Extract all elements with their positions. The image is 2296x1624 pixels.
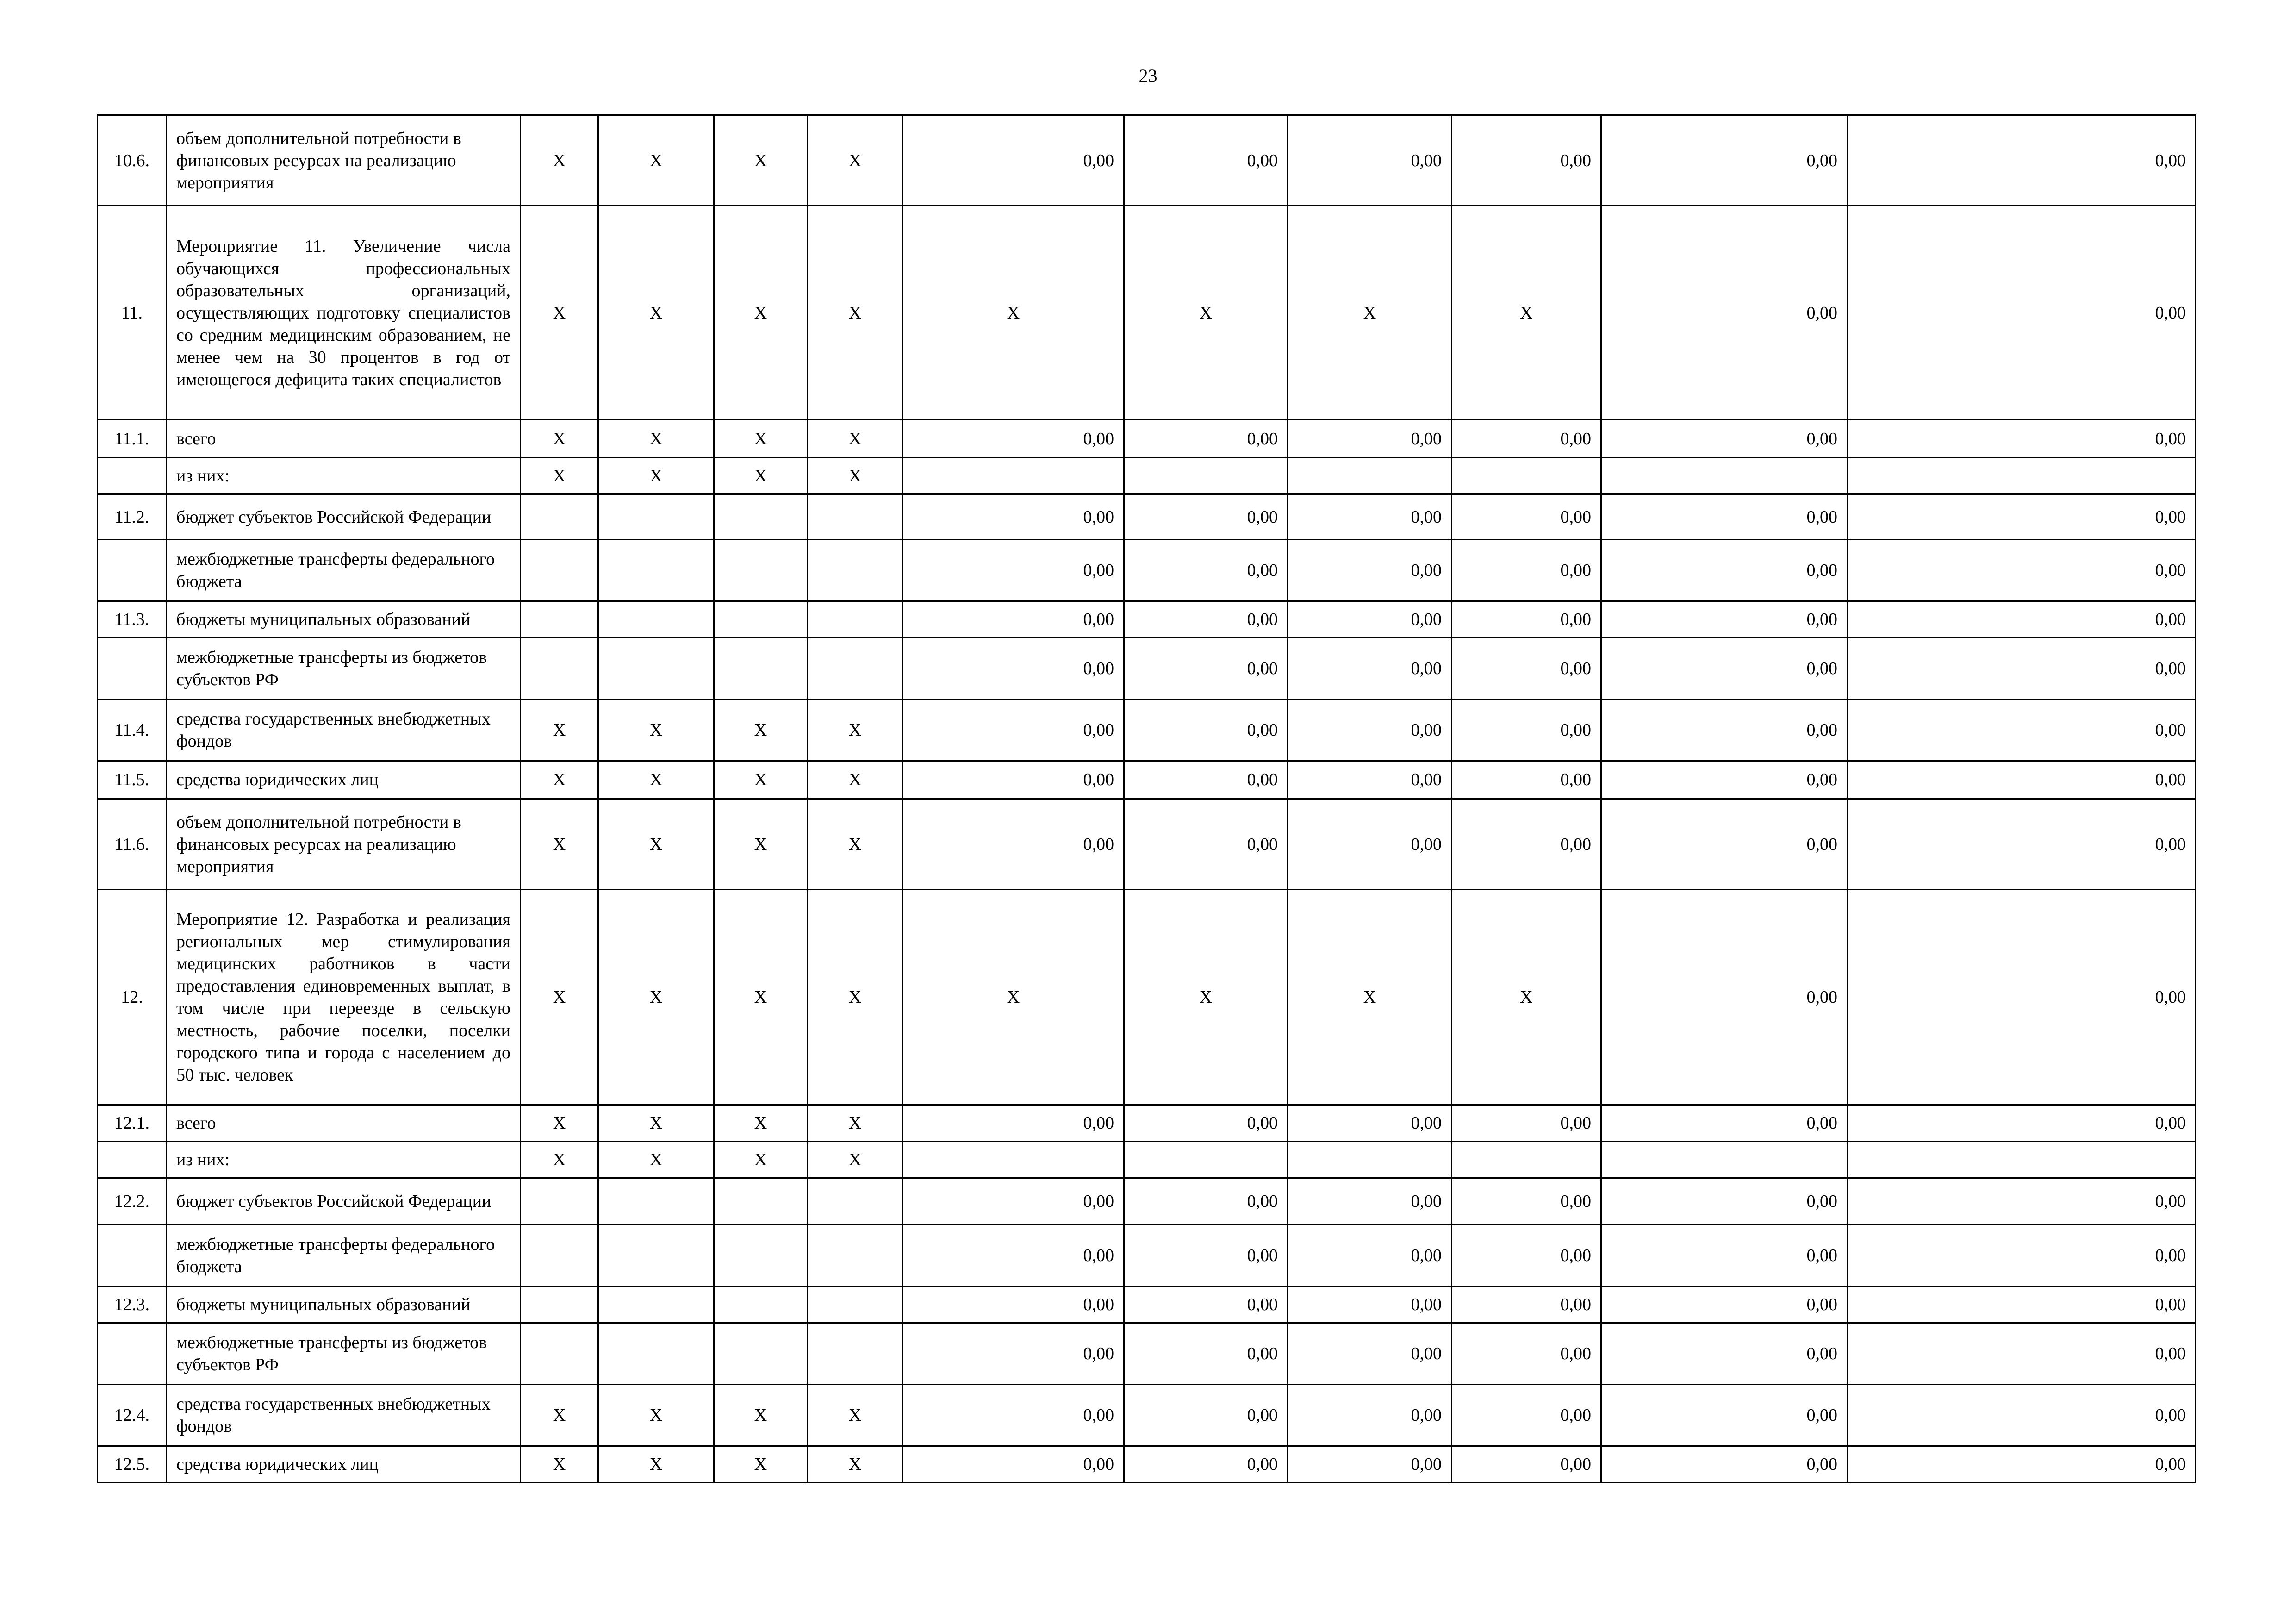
x-cell: X bbox=[598, 1446, 714, 1483]
x-cell: X bbox=[808, 1142, 903, 1178]
value-cell: 0,00 bbox=[1601, 638, 1848, 700]
row-label: межбюджетные трансферты из бюджетов субъектов РФ bbox=[167, 638, 521, 700]
value-cell: 0,00 bbox=[1124, 115, 1288, 206]
row-number: 11.2. bbox=[98, 494, 167, 540]
x-cell: X bbox=[714, 206, 808, 420]
value-cell: 0,00 bbox=[903, 601, 1124, 638]
x-cell: X bbox=[598, 115, 714, 206]
row-label: бюджеты муниципальных образований bbox=[167, 601, 521, 638]
value-cell: 0,00 bbox=[1452, 1178, 1601, 1225]
row-number: 11.3. bbox=[98, 601, 167, 638]
value-cell bbox=[1288, 458, 1452, 494]
x-cell: X bbox=[808, 1385, 903, 1446]
row-number: 12.3. bbox=[98, 1287, 167, 1323]
value-cell: 0,00 bbox=[1288, 540, 1452, 601]
x-cell: X bbox=[808, 458, 903, 494]
value-cell: 0,00 bbox=[1848, 1385, 2196, 1446]
x-cell bbox=[808, 1225, 903, 1287]
value-cell bbox=[1848, 458, 2196, 494]
value-cell: 0,00 bbox=[1601, 1225, 1848, 1287]
value-cell: 0,00 bbox=[1452, 799, 1601, 890]
row-number bbox=[98, 458, 167, 494]
x-cell bbox=[521, 1178, 598, 1225]
table-row bbox=[98, 1225, 2196, 1287]
x-cell: X bbox=[521, 1446, 598, 1483]
x-cell: X bbox=[521, 1385, 598, 1446]
row-number: 10.6. bbox=[98, 115, 167, 206]
x-cell: X bbox=[808, 206, 903, 420]
value-cell: 0,00 bbox=[1848, 494, 2196, 540]
x-cell bbox=[714, 540, 808, 601]
value-cell: 0,00 bbox=[1601, 1287, 1848, 1323]
value-cell: 0,00 bbox=[1124, 420, 1288, 458]
value-cell: 0,00 bbox=[1124, 638, 1288, 700]
x-cell bbox=[521, 1287, 598, 1323]
value-cell: 0,00 bbox=[1452, 540, 1601, 601]
x-cell: X bbox=[598, 890, 714, 1105]
x-cell: X bbox=[521, 761, 598, 799]
table-row bbox=[98, 1105, 2196, 1142]
x-cell: X bbox=[714, 890, 808, 1105]
table-row bbox=[98, 890, 2196, 1105]
table-row bbox=[98, 799, 2196, 890]
row-label: из них: bbox=[167, 458, 521, 494]
x-cell bbox=[598, 1323, 714, 1385]
row-number bbox=[98, 540, 167, 601]
row-number: 11.6. bbox=[98, 799, 167, 890]
x-cell bbox=[714, 1225, 808, 1287]
x-cell bbox=[714, 638, 808, 700]
table-row bbox=[98, 1287, 2196, 1323]
row-label: средства государственных внебюджетных фондов bbox=[167, 700, 521, 761]
x-cell bbox=[808, 494, 903, 540]
x-cell: X bbox=[808, 420, 903, 458]
value-cell: 0,00 bbox=[903, 494, 1124, 540]
financing-table bbox=[97, 114, 2196, 1483]
row-label: бюджет субъектов Российской Федерации bbox=[167, 494, 521, 540]
value-cell: X bbox=[1124, 890, 1288, 1105]
value-cell: 0,00 bbox=[1848, 890, 2196, 1105]
value-cell bbox=[1124, 458, 1288, 494]
value-cell bbox=[1452, 1142, 1601, 1178]
value-cell: 0,00 bbox=[903, 1105, 1124, 1142]
value-cell: 0,00 bbox=[1848, 206, 2196, 420]
value-cell: 0,00 bbox=[903, 638, 1124, 700]
value-cell: 0,00 bbox=[1848, 1446, 2196, 1483]
x-cell: X bbox=[521, 206, 598, 420]
x-cell bbox=[598, 540, 714, 601]
row-number: 11.4. bbox=[98, 700, 167, 761]
value-cell: 0,00 bbox=[1452, 601, 1601, 638]
value-cell: 0,00 bbox=[1601, 1178, 1848, 1225]
table-row bbox=[98, 1446, 2196, 1483]
x-cell: X bbox=[808, 799, 903, 890]
x-cell bbox=[714, 601, 808, 638]
x-cell bbox=[521, 638, 598, 700]
value-cell: 0,00 bbox=[1601, 1385, 1848, 1446]
row-number: 11. bbox=[98, 206, 167, 420]
value-cell: 0,00 bbox=[1601, 494, 1848, 540]
value-cell: 0,00 bbox=[1124, 1178, 1288, 1225]
value-cell: 0,00 bbox=[1601, 115, 1848, 206]
value-cell: 0,00 bbox=[1124, 1225, 1288, 1287]
row-label: средства юридических лиц bbox=[167, 761, 521, 799]
row-label: межбюджетные трансферты федерального бюджета bbox=[167, 540, 521, 601]
x-cell: X bbox=[598, 420, 714, 458]
table-row bbox=[98, 540, 2196, 601]
value-cell: 0,00 bbox=[1288, 1225, 1452, 1287]
value-cell: 0,00 bbox=[1124, 700, 1288, 761]
value-cell: 0,00 bbox=[903, 1323, 1124, 1385]
value-cell: 0,00 bbox=[903, 799, 1124, 890]
row-number: 12.2. bbox=[98, 1178, 167, 1225]
value-cell bbox=[1452, 458, 1601, 494]
x-cell: X bbox=[521, 700, 598, 761]
table-row bbox=[98, 1142, 2196, 1178]
x-cell: X bbox=[714, 420, 808, 458]
table-row bbox=[98, 1385, 2196, 1446]
x-cell: X bbox=[598, 458, 714, 494]
value-cell: 0,00 bbox=[1288, 1323, 1452, 1385]
row-label: межбюджетные трансферты федерального бюджета bbox=[167, 1225, 521, 1287]
table-row bbox=[98, 601, 2196, 638]
x-cell: X bbox=[714, 1385, 808, 1446]
x-cell bbox=[598, 601, 714, 638]
value-cell: 0,00 bbox=[903, 420, 1124, 458]
value-cell: 0,00 bbox=[1288, 761, 1452, 799]
value-cell: 0,00 bbox=[903, 700, 1124, 761]
value-cell: X bbox=[1452, 890, 1601, 1105]
value-cell bbox=[1848, 1142, 2196, 1178]
value-cell: 0,00 bbox=[1601, 1446, 1848, 1483]
x-cell: X bbox=[521, 1142, 598, 1178]
row-label: объем дополнительной потребности в финансовых ресурсах на реализацию мероприятия bbox=[167, 799, 521, 890]
value-cell: 0,00 bbox=[1452, 638, 1601, 700]
table-row bbox=[98, 420, 2196, 458]
row-label: бюджет субъектов Российской Федерации bbox=[167, 1178, 521, 1225]
value-cell: 0,00 bbox=[1452, 700, 1601, 761]
value-cell: 0,00 bbox=[1848, 601, 2196, 638]
x-cell bbox=[521, 601, 598, 638]
table-row bbox=[98, 761, 2196, 799]
x-cell: X bbox=[808, 1446, 903, 1483]
value-cell: 0,00 bbox=[903, 1178, 1124, 1225]
value-cell: 0,00 bbox=[1288, 799, 1452, 890]
row-label: из них: bbox=[167, 1142, 521, 1178]
value-cell: 0,00 bbox=[1452, 1225, 1601, 1287]
page-number: 23 bbox=[1139, 65, 1157, 86]
x-cell bbox=[521, 494, 598, 540]
value-cell: 0,00 bbox=[1288, 1105, 1452, 1142]
value-cell: 0,00 bbox=[1124, 1446, 1288, 1483]
x-cell: X bbox=[808, 700, 903, 761]
value-cell: 0,00 bbox=[1848, 700, 2196, 761]
value-cell: 0,00 bbox=[1848, 1287, 2196, 1323]
value-cell: 0,00 bbox=[1848, 761, 2196, 799]
x-cell: X bbox=[714, 799, 808, 890]
value-cell bbox=[1124, 1142, 1288, 1178]
table-row bbox=[98, 1178, 2196, 1225]
table-row bbox=[98, 206, 2196, 420]
row-number: 11.5. bbox=[98, 761, 167, 799]
x-cell bbox=[598, 494, 714, 540]
x-cell: X bbox=[598, 1105, 714, 1142]
row-label: Мероприятие 12. Разработка и реализация региональных мер стимулирования медицинских работников в части предоставления единовременных выплат, в том числе при переезде в сельскую местность, рабочие поселки, поселки городского типа и города с населением до 50 тыс. человек bbox=[167, 890, 521, 1105]
value-cell: 0,00 bbox=[903, 115, 1124, 206]
x-cell: X bbox=[598, 700, 714, 761]
x-cell: X bbox=[714, 1142, 808, 1178]
value-cell bbox=[903, 1142, 1124, 1178]
x-cell bbox=[714, 1178, 808, 1225]
value-cell: 0,00 bbox=[903, 1446, 1124, 1483]
x-cell: X bbox=[714, 700, 808, 761]
value-cell: 0,00 bbox=[903, 1225, 1124, 1287]
value-cell: 0,00 bbox=[1288, 601, 1452, 638]
value-cell: 0,00 bbox=[1848, 1178, 2196, 1225]
value-cell: X bbox=[1288, 890, 1452, 1105]
value-cell: 0,00 bbox=[1601, 700, 1848, 761]
x-cell: X bbox=[598, 761, 714, 799]
table-row bbox=[98, 494, 2196, 540]
row-number: 11.1. bbox=[98, 420, 167, 458]
x-cell: X bbox=[808, 1105, 903, 1142]
value-cell: 0,00 bbox=[903, 1385, 1124, 1446]
value-cell: 0,00 bbox=[1601, 1323, 1848, 1385]
x-cell bbox=[808, 1287, 903, 1323]
x-cell: X bbox=[598, 1142, 714, 1178]
value-cell: X bbox=[1452, 206, 1601, 420]
x-cell: X bbox=[714, 115, 808, 206]
x-cell: X bbox=[521, 1105, 598, 1142]
value-cell: 0,00 bbox=[1288, 494, 1452, 540]
value-cell: 0,00 bbox=[1124, 1323, 1288, 1385]
x-cell: X bbox=[714, 1446, 808, 1483]
value-cell: 0,00 bbox=[1124, 1105, 1288, 1142]
value-cell: 0,00 bbox=[1848, 420, 2196, 458]
value-cell: 0,00 bbox=[1452, 115, 1601, 206]
x-cell: X bbox=[598, 206, 714, 420]
value-cell: 0,00 bbox=[1288, 1385, 1452, 1446]
value-cell: 0,00 bbox=[1601, 799, 1848, 890]
x-cell bbox=[714, 494, 808, 540]
row-label: всего bbox=[167, 1105, 521, 1142]
row-label: межбюджетные трансферты из бюджетов субъектов РФ bbox=[167, 1323, 521, 1385]
x-cell bbox=[808, 540, 903, 601]
value-cell: 0,00 bbox=[1601, 540, 1848, 601]
value-cell: 0,00 bbox=[903, 540, 1124, 601]
value-cell: 0,00 bbox=[1452, 1323, 1601, 1385]
value-cell: 0,00 bbox=[1452, 1446, 1601, 1483]
value-cell: X bbox=[903, 206, 1124, 420]
x-cell bbox=[521, 1225, 598, 1287]
table-row bbox=[98, 638, 2196, 700]
x-cell bbox=[598, 1225, 714, 1287]
x-cell: X bbox=[521, 799, 598, 890]
value-cell: 0,00 bbox=[1601, 420, 1848, 458]
x-cell bbox=[598, 1287, 714, 1323]
x-cell bbox=[521, 1323, 598, 1385]
x-cell bbox=[808, 638, 903, 700]
row-number bbox=[98, 1323, 167, 1385]
row-label: средства государственных внебюджетных фондов bbox=[167, 1385, 521, 1446]
value-cell: 0,00 bbox=[1601, 761, 1848, 799]
value-cell: 0,00 bbox=[1288, 420, 1452, 458]
value-cell bbox=[1601, 458, 1848, 494]
value-cell: 0,00 bbox=[1288, 1287, 1452, 1323]
value-cell: 0,00 bbox=[1452, 1287, 1601, 1323]
value-cell: X bbox=[903, 890, 1124, 1105]
value-cell: 0,00 bbox=[1848, 799, 2196, 890]
value-cell: 0,00 bbox=[1452, 1105, 1601, 1142]
value-cell: 0,00 bbox=[903, 761, 1124, 799]
row-number bbox=[98, 638, 167, 700]
value-cell: 0,00 bbox=[1124, 761, 1288, 799]
row-number: 12.5. bbox=[98, 1446, 167, 1483]
row-number: 12. bbox=[98, 890, 167, 1105]
table-row bbox=[98, 700, 2196, 761]
value-cell bbox=[1288, 1142, 1452, 1178]
x-cell bbox=[714, 1287, 808, 1323]
x-cell bbox=[714, 1323, 808, 1385]
value-cell: 0,00 bbox=[1848, 638, 2196, 700]
value-cell bbox=[903, 458, 1124, 494]
x-cell: X bbox=[521, 890, 598, 1105]
x-cell bbox=[598, 638, 714, 700]
value-cell: 0,00 bbox=[1848, 540, 2196, 601]
row-label: объем дополнительной потребности в финансовых ресурсах на реализацию мероприятия bbox=[167, 115, 521, 206]
value-cell: 0,00 bbox=[1124, 540, 1288, 601]
table-row bbox=[98, 1323, 2196, 1385]
value-cell: 0,00 bbox=[1124, 1287, 1288, 1323]
x-cell bbox=[598, 1178, 714, 1225]
x-cell bbox=[808, 601, 903, 638]
x-cell: X bbox=[808, 761, 903, 799]
table-row bbox=[98, 115, 2196, 206]
value-cell: 0,00 bbox=[1848, 1323, 2196, 1385]
value-cell: 0,00 bbox=[903, 1287, 1124, 1323]
value-cell: 0,00 bbox=[1288, 700, 1452, 761]
value-cell: 0,00 bbox=[1452, 494, 1601, 540]
value-cell: 0,00 bbox=[1848, 1105, 2196, 1142]
x-cell: X bbox=[714, 761, 808, 799]
table-row bbox=[98, 458, 2196, 494]
value-cell: 0,00 bbox=[1124, 1385, 1288, 1446]
x-cell: X bbox=[598, 1385, 714, 1446]
row-label: всего bbox=[167, 420, 521, 458]
value-cell: 0,00 bbox=[1124, 799, 1288, 890]
x-cell: X bbox=[521, 458, 598, 494]
x-cell: X bbox=[808, 115, 903, 206]
row-number bbox=[98, 1142, 167, 1178]
x-cell bbox=[808, 1178, 903, 1225]
value-cell: 0,00 bbox=[1452, 761, 1601, 799]
x-cell: X bbox=[598, 799, 714, 890]
value-cell: 0,00 bbox=[1848, 1225, 2196, 1287]
row-number: 12.1. bbox=[98, 1105, 167, 1142]
value-cell: 0,00 bbox=[1601, 1105, 1848, 1142]
value-cell: 0,00 bbox=[1452, 1385, 1601, 1446]
x-cell: X bbox=[808, 890, 903, 1105]
value-cell: 0,00 bbox=[1452, 420, 1601, 458]
row-label: бюджеты муниципальных образований bbox=[167, 1287, 521, 1323]
value-cell: 0,00 bbox=[1848, 115, 2196, 206]
value-cell: 0,00 bbox=[1288, 1446, 1452, 1483]
value-cell bbox=[1601, 1142, 1848, 1178]
value-cell: 0,00 bbox=[1288, 638, 1452, 700]
row-number bbox=[98, 1225, 167, 1287]
row-number: 12.4. bbox=[98, 1385, 167, 1446]
x-cell: X bbox=[714, 1105, 808, 1142]
value-cell: 0,00 bbox=[1601, 601, 1848, 638]
value-cell: 0,00 bbox=[1124, 601, 1288, 638]
value-cell: X bbox=[1124, 206, 1288, 420]
value-cell: 0,00 bbox=[1601, 206, 1848, 420]
value-cell: 0,00 bbox=[1601, 890, 1848, 1105]
value-cell: X bbox=[1288, 206, 1452, 420]
x-cell: X bbox=[714, 458, 808, 494]
x-cell: X bbox=[521, 115, 598, 206]
x-cell bbox=[521, 540, 598, 601]
value-cell: 0,00 bbox=[1288, 115, 1452, 206]
x-cell: X bbox=[521, 420, 598, 458]
row-label: Мероприятие 11. Увеличение числа обучающихся профессиональных образовательных организаций, осуществляющих подготовку специалистов со средним медицинским образованием, не менее чем на 30 процентов в год от имеющегося дефицита таких специалистов bbox=[167, 206, 521, 420]
x-cell bbox=[808, 1323, 903, 1385]
value-cell: 0,00 bbox=[1124, 494, 1288, 540]
value-cell: 0,00 bbox=[1288, 1178, 1452, 1225]
row-label: средства юридических лиц bbox=[167, 1446, 521, 1483]
